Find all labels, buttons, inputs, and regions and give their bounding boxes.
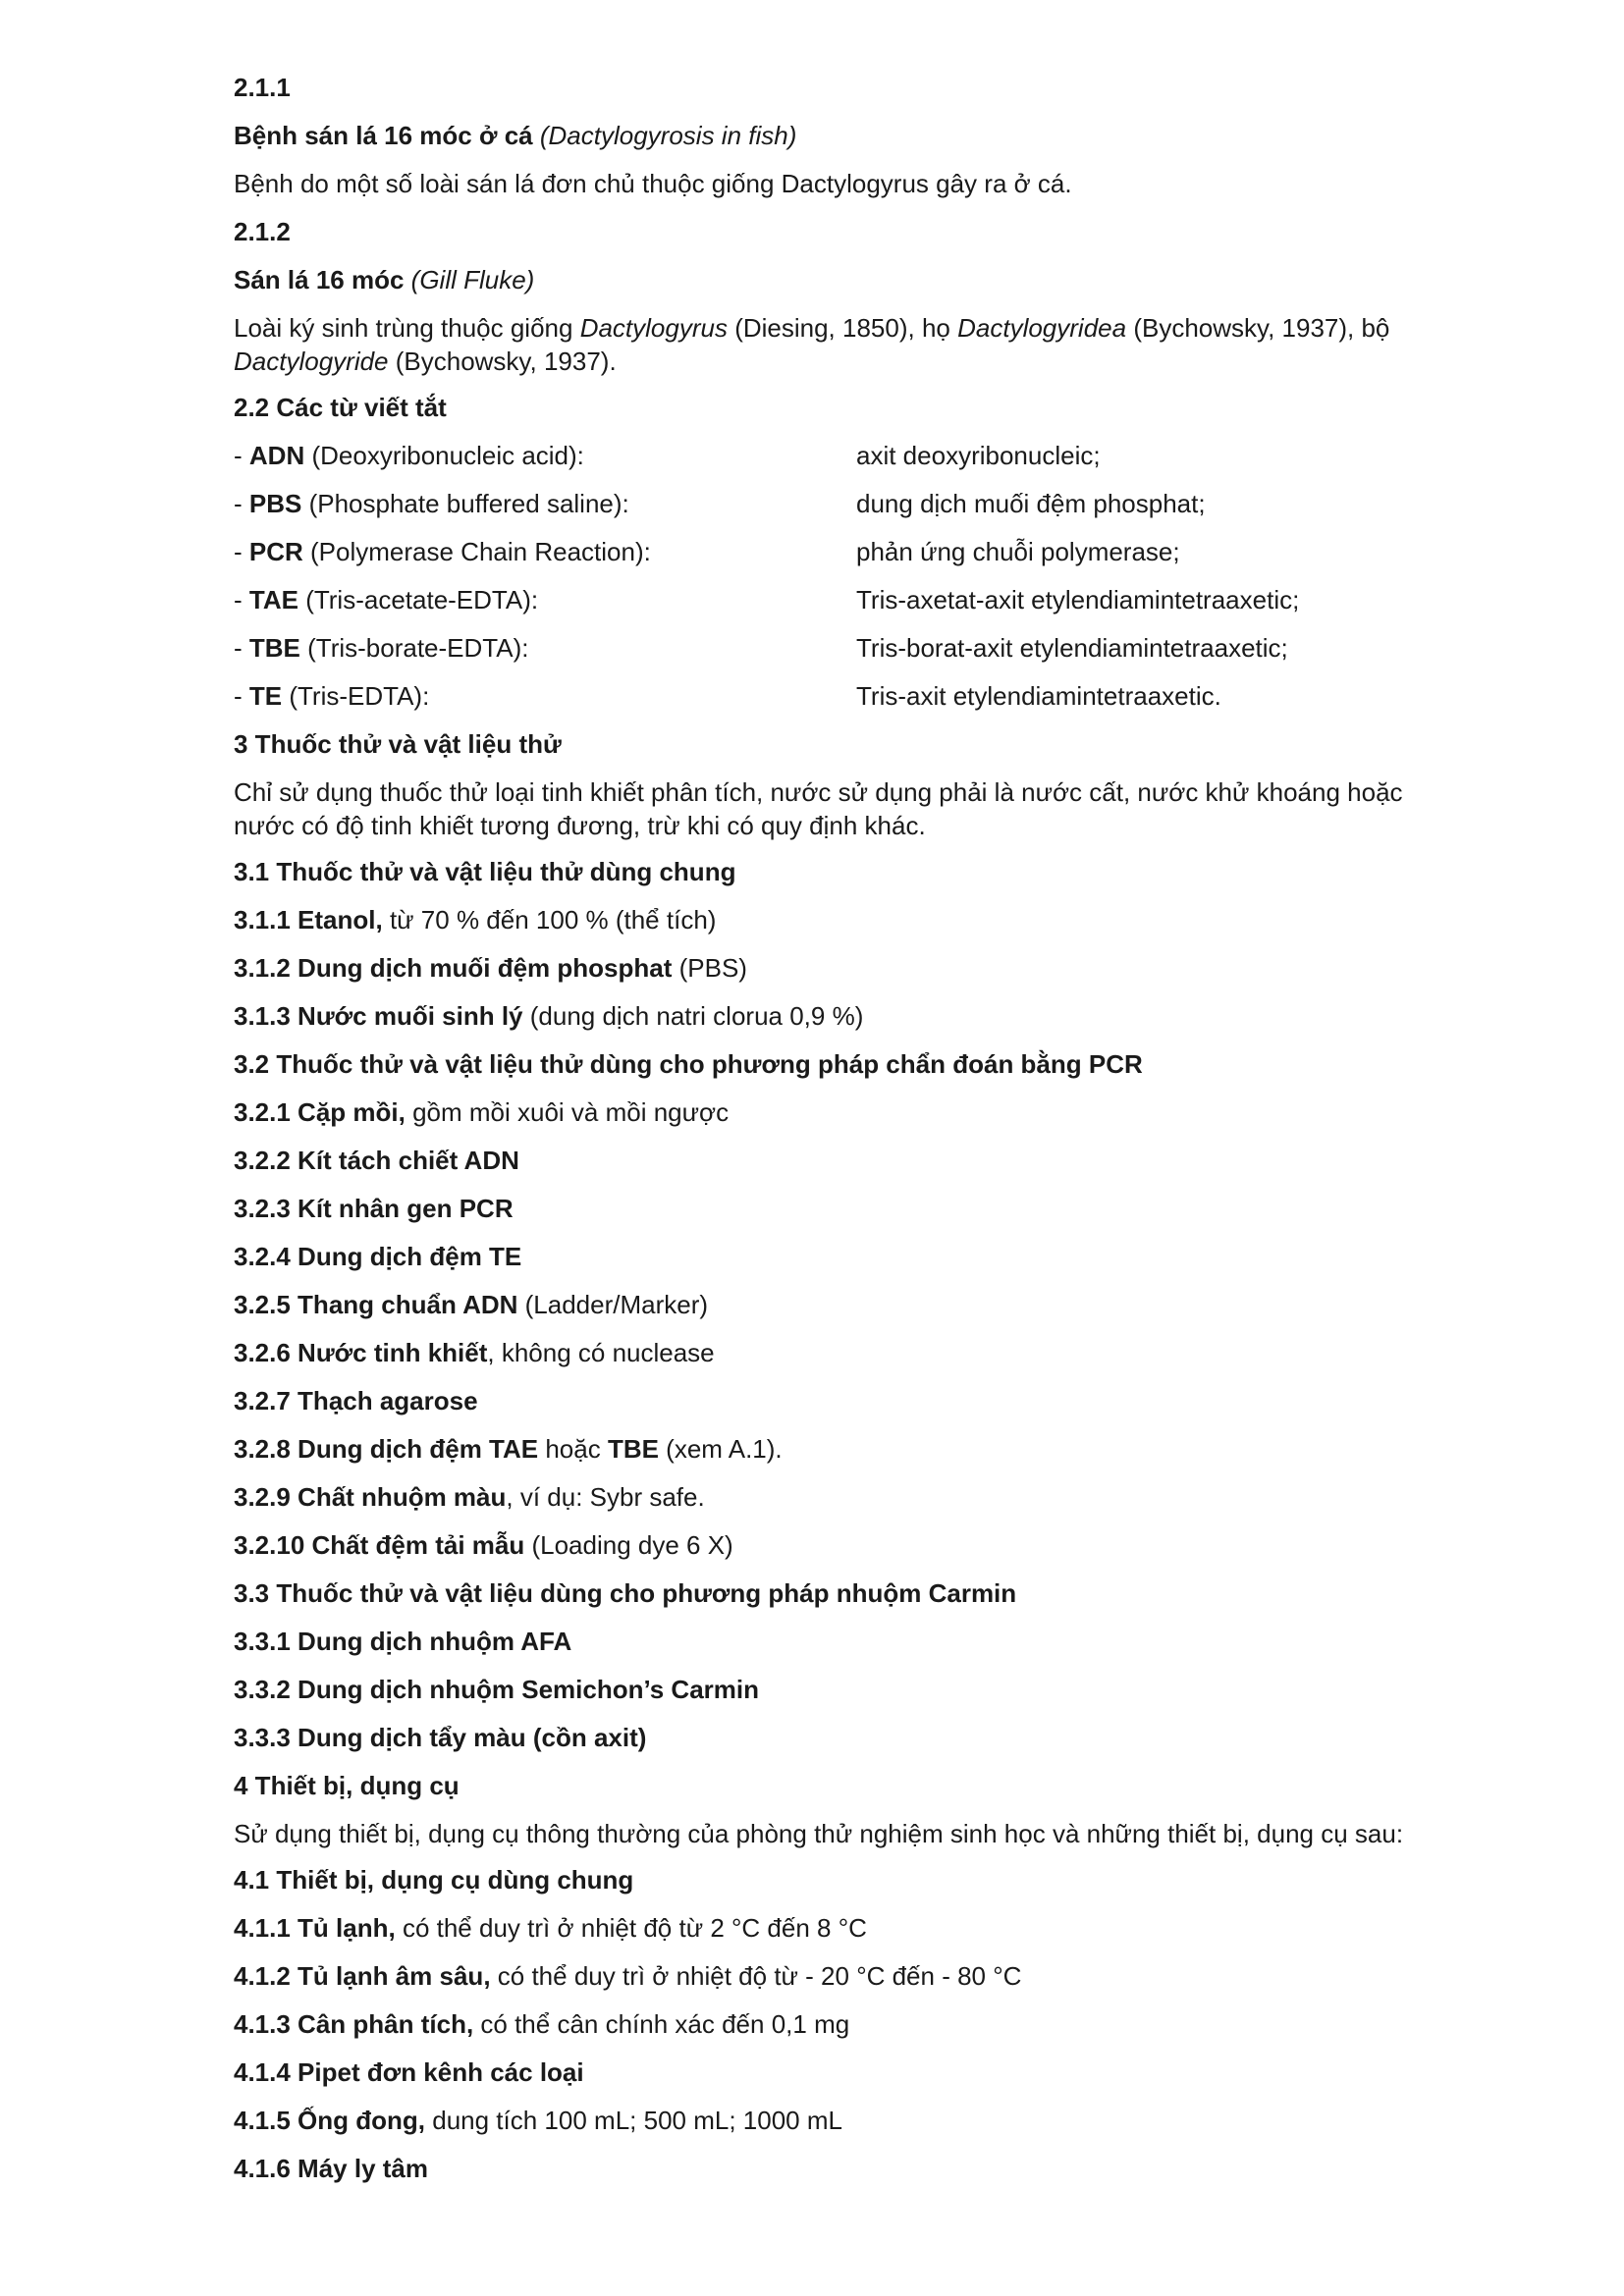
list-item: [234, 2152, 1451, 2185]
item-label: 3.2.2 Kít tách chiết ADN: [234, 1146, 519, 1175]
item-label: 3.1.1 Etanol,: [234, 905, 383, 934]
item-label: 3.3.2 Dung dịch nhuộm Semichon’s Carmin: [234, 1675, 760, 1704]
abbreviation-row: [234, 631, 1451, 665]
abbreviation-expansion: (Polymerase Chain Reaction):: [302, 537, 651, 566]
item-label: 3.3.3 Dung dịch tẩy màu (cồn axit): [234, 1723, 647, 1752]
definition-text: (Bychowsky, 1937), bộ: [1126, 313, 1390, 343]
item-text: dung tích 100 mL; 500 mL; 1000 mL: [425, 2106, 842, 2135]
abbreviation: PCR: [248, 537, 303, 566]
term-en: (Dactylogyrosis in fish): [539, 121, 797, 150]
abbreviation-row: [234, 439, 1451, 472]
list-item: [234, 1192, 1451, 1225]
list-item: [234, 1240, 1451, 1273]
item-text: , không có nuclease: [487, 1338, 715, 1367]
item-text: (PBS): [672, 953, 747, 983]
item-text: có thể duy trì ở nhiệt độ từ - 20 °C đến - 80 °C: [490, 1961, 1022, 1991]
bullet-dash: -: [234, 537, 249, 566]
term-vn: Bệnh sán lá 16 móc ở cá: [234, 121, 533, 150]
abbreviation-expansion: (Phosphate buffered saline):: [301, 489, 629, 518]
list-item: [234, 999, 1451, 1033]
abbreviation-term: [234, 583, 856, 616]
definition-text: (Bychowsky, 1937).: [388, 347, 617, 376]
abbreviation: PBS: [248, 489, 302, 518]
section-heading-4: 4 Thiết bị, dụng cụ: [234, 1771, 460, 1800]
abbreviation-term: [234, 487, 856, 520]
abbreviation-list: [234, 439, 1451, 713]
term-en: (Gill Fluke): [410, 265, 535, 294]
item-label: 3.2.7 Thạch agarose: [234, 1386, 478, 1415]
abbreviation-expansion: (Tris-acetate-EDTA):: [298, 585, 539, 614]
item-label: 4.1.1 Tủ lạnh,: [234, 1913, 396, 1943]
list-item: [234, 1673, 1451, 1706]
item-text: gồm mồi xuôi và mồi ngược: [405, 1097, 730, 1127]
section-heading-3-3: 3.3 Thuốc thử và vật liệu dùng cho phương pháp nhuộm Carmin: [234, 1578, 1017, 1608]
item-label: 3.2.10 Chất đệm tải mẫu: [234, 1530, 525, 1560]
item-label: 3.2.8 Dung dịch đệm TAE: [234, 1434, 539, 1464]
term-definition-2-1-2: [234, 311, 1451, 378]
item-text: có thể duy trì ở nhiệt độ từ 2 °C đến 8 °C: [395, 1913, 867, 1943]
item-text: (Loading dye 6 X): [524, 1530, 733, 1560]
item-label: 3.2.3 Kít nhân gen PCR: [234, 1194, 514, 1223]
item-label: 3.1.2 Dung dịch muối đệm phosphat: [234, 953, 673, 983]
item-text: , ví dụ: Sybr safe.: [506, 1482, 705, 1512]
section-heading-3-2: 3.2 Thuốc thử và vật liệu thử dùng cho phương pháp chẩn đoán bằng PCR: [234, 1049, 1143, 1079]
item-label: 4.1.3 Cân phân tích,: [234, 2009, 474, 2039]
item-text: hoặc: [538, 1434, 608, 1464]
item-label: 3.2.9 Chất nhuộm màu: [234, 1482, 507, 1512]
item-text: (xem A.1).: [658, 1434, 783, 1464]
bullet-dash: -: [234, 681, 249, 711]
abbreviation-term: [234, 679, 856, 713]
item-label: 4.1.6 Máy ly tâm: [234, 2154, 428, 2183]
section-heading-3-1: 3.1 Thuốc thử và vật liệu thử dùng chung: [234, 857, 736, 886]
list-item-3-2-8: [234, 1432, 1451, 1466]
list-item: [234, 1095, 1451, 1129]
abbreviation-term: [234, 439, 856, 472]
list-item: [234, 2007, 1451, 2041]
abbreviation-expansion: (Deoxyribonucleic acid):: [304, 441, 584, 470]
list-item: [234, 2104, 1451, 2137]
abbreviation: TE: [248, 681, 283, 711]
abbreviation: TBE: [248, 633, 300, 663]
item-label: 4.1.2 Tủ lạnh âm sâu,: [234, 1961, 491, 1991]
list-item: [234, 1625, 1451, 1658]
list-item: [234, 903, 1451, 936]
abbreviation-expansion: (Tris-EDTA):: [282, 681, 430, 711]
list-item: [234, 2056, 1451, 2089]
section-heading-4-1: 4.1 Thiết bị, dụng cụ dùng chung: [234, 1865, 634, 1895]
abbreviation-meaning: dung dịch muối đệm phosphat;: [856, 489, 1206, 518]
item-list-3-1: [234, 903, 1451, 1033]
order-name: Dactylogyride: [234, 347, 389, 376]
abbreviation: ADN: [248, 441, 305, 470]
abbreviation: TAE: [248, 585, 298, 614]
definition-text: Loài ký sinh trùng thuộc giống: [234, 313, 580, 343]
list-item: [234, 1959, 1451, 1993]
item-label: 3.1.3 Nước muối sinh lý: [234, 1001, 523, 1031]
list-item: [234, 1480, 1451, 1514]
item-list-4-1: [234, 1911, 1451, 2185]
item-text: từ 70 % đến 100 % (thể tích): [382, 905, 717, 934]
term-title-2-1-2: [234, 263, 1451, 296]
section-heading-3: 3 Thuốc thử và vật liệu thử: [234, 729, 562, 759]
section-heading-2-2: 2.2 Các từ viết tắt: [234, 393, 447, 422]
item-label: 4.1.4 Pipet đơn kênh các loại: [234, 2057, 584, 2087]
abbreviation-meaning: Tris-borat-axit etylendiamintetraaxetic;: [856, 633, 1288, 663]
section-intro-3: Chỉ sử dụng thuốc thử loại tinh khiết phân tích, nước sử dụng phải là nước cất, nước khử khoáng hoặc nước có độ tinh khiết tương đương, trừ khi có quy định khác.: [234, 777, 1403, 840]
list-item: [234, 1911, 1451, 1945]
abbreviation-meaning: Tris-axetat-axit etylendiamintetraaxetic;: [856, 585, 1300, 614]
list-item: [234, 1384, 1451, 1417]
list-item: [234, 1336, 1451, 1369]
list-item: [234, 1528, 1451, 1562]
bullet-dash: -: [234, 489, 249, 518]
abbreviation-row: [234, 487, 1451, 520]
abbreviation-expansion: (Tris-borate-EDTA):: [299, 633, 529, 663]
list-item: [234, 1288, 1451, 1321]
list-item: [234, 1721, 1451, 1754]
item-text: có thể cân chính xác đến 0,1 mg: [473, 2009, 850, 2039]
abbreviation-meaning: Tris-axit etylendiamintetraaxetic.: [856, 681, 1221, 711]
item-label: 4.1.5 Ống đong,: [234, 2106, 426, 2135]
bullet-dash: -: [234, 633, 249, 663]
term-vn: Sán lá 16 móc: [234, 265, 405, 294]
clause-number-2-1-1: 2.1.1: [234, 73, 291, 102]
item-label: TBE: [607, 1434, 659, 1464]
item-label: 3.3.1 Dung dịch nhuộm AFA: [234, 1627, 572, 1656]
document-page: [234, 71, 1451, 2200]
clause-number-2-1-2: 2.1.2: [234, 217, 291, 246]
section-intro-4: Sử dụng thiết bị, dụng cụ thông thường của phòng thử nghiệm sinh học và những thiết bị, dụng cụ sau:: [234, 1819, 1404, 1848]
item-text: (Ladder/Marker): [517, 1290, 709, 1319]
bullet-dash: -: [234, 441, 249, 470]
list-item: [234, 951, 1451, 985]
item-list-3-3: [234, 1625, 1451, 1754]
term-title-2-1-1: [234, 119, 1451, 152]
item-label: 3.2.6 Nước tinh khiết: [234, 1338, 488, 1367]
genus-name: Dactylogyrus: [579, 313, 728, 343]
family-name: Dactylogyridea: [957, 313, 1127, 343]
item-label: 3.2.4 Dung dịch đệm TE: [234, 1242, 522, 1271]
term-definition-2-1-1: Bệnh do một số loài sán lá đơn chủ thuộc giống Dactylogyrus gây ra ở cá.: [234, 169, 1072, 198]
abbreviation-term: [234, 631, 856, 665]
abbreviation-row: [234, 535, 1451, 568]
bullet-dash: -: [234, 585, 249, 614]
abbreviation-term: [234, 535, 856, 568]
definition-text: (Diesing, 1850), họ: [727, 313, 958, 343]
item-label: 3.2.1 Cặp mồi,: [234, 1097, 406, 1127]
item-text: (dung dịch natri clorua 0,9 %): [522, 1001, 864, 1031]
abbreviation-meaning: axit deoxyribonucleic;: [856, 441, 1101, 470]
abbreviation-meaning: phản ứng chuỗi polymerase;: [856, 537, 1180, 566]
list-item: [234, 1144, 1451, 1177]
item-list-3-2: [234, 1095, 1451, 1417]
item-label: 3.2.5 Thang chuẩn ADN: [234, 1290, 518, 1319]
abbreviation-row: [234, 679, 1451, 713]
item-list-3-2-b: [234, 1480, 1451, 1562]
abbreviation-row: [234, 583, 1451, 616]
